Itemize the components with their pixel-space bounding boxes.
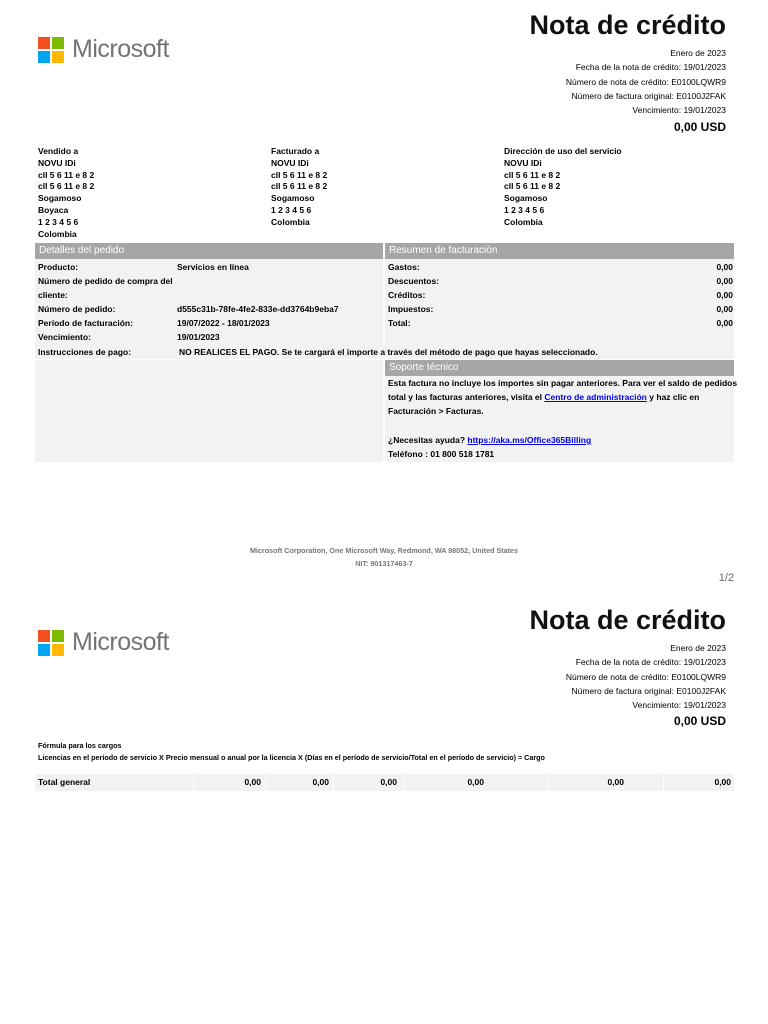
total-amount: 0,00 USD — [673, 714, 726, 728]
brand-name: Microsoft — [72, 35, 169, 63]
due-date: Vencimiento: 19/01/2023 — [632, 105, 726, 116]
support-text-pre: total y las facturas anteriores, visita el — [388, 392, 545, 402]
billing-period-label: Período de facturación: — [38, 318, 133, 328]
product-value: Servicios en línea — [177, 262, 249, 272]
microsoft-logo — [38, 35, 169, 64]
address-line: 1 2 3 4 5 6 — [271, 204, 312, 215]
support-phone: Teléfono : 01 800 518 1781 — [388, 449, 495, 459]
address-line: Sogamoso — [271, 193, 315, 204]
address-line: Colombia — [504, 216, 543, 227]
summary-label: Descuentos: — [388, 276, 440, 286]
sold-to-address — [38, 146, 94, 240]
formula-title: Fórmula para los cargos — [38, 741, 122, 750]
due-value: 19/01/2023 — [177, 332, 220, 342]
summary-value: 0,00 — [716, 304, 733, 314]
credit-note-date: Fecha de la nota de crédito: 19/01/2023 — [575, 657, 726, 668]
support-header: Soporte técnico — [385, 360, 734, 376]
address-line: cll 5 6 11 e 8 2 — [271, 169, 328, 180]
total-amount: 0,00 USD — [673, 120, 726, 134]
address-line: Boyaca — [38, 204, 69, 215]
address-line: Colombia — [271, 216, 310, 227]
service-address-label: Dirección de uso del servicio — [504, 146, 622, 156]
address-line: Colombia — [38, 228, 77, 239]
billing-summary-header: Resumen de facturación — [385, 243, 734, 259]
admin-center-link[interactable]: Centro de administración — [544, 392, 647, 402]
microsoft-logo-icon — [38, 630, 64, 656]
address-line: cll 5 6 11 e 8 2 — [271, 181, 328, 192]
blank-panel — [35, 360, 383, 462]
summary-value: 0,00 — [716, 276, 733, 286]
credit-note-date: Fecha de la nota de crédito: 19/01/2023 — [575, 62, 726, 73]
period: Enero de 2023 — [670, 643, 726, 653]
order-number-label: Número de pedido: — [38, 304, 116, 314]
address-line: NOVU IDi — [38, 157, 76, 168]
formula-block — [38, 740, 545, 764]
totals-row — [35, 774, 734, 791]
summary-label: Créditos: — [388, 290, 426, 300]
product-label: Producto: — [38, 262, 79, 272]
address-line: 1 2 3 4 5 6 — [504, 204, 545, 215]
page-footer — [0, 544, 768, 570]
summary-label: Total: — [388, 318, 411, 328]
total-cell: 0,00 — [467, 777, 484, 787]
payment-instructions-label: Instrucciones de pago: — [38, 347, 132, 357]
due-label: Vencimiento: — [38, 332, 91, 342]
total-cell: 0,00 — [714, 777, 731, 787]
total-cell: 0,00 — [607, 777, 624, 787]
total-cell: 0,00 — [380, 777, 397, 787]
billing-help-link[interactable]: https://aka.ms/Office365Billing — [467, 435, 592, 445]
page-number: 1/2 — [718, 572, 734, 584]
microsoft-logo-icon — [38, 37, 64, 63]
summary-value: 0,00 — [716, 318, 733, 328]
original-invoice-number: Número de factura original: E0100J2FAK — [571, 90, 726, 101]
summary-value: 0,00 — [716, 290, 733, 300]
payment-instructions-value: NO REALICES EL PAGO. Se te cargará el importe a través del método de pago que hayas seleccionado. — [179, 347, 598, 357]
address-line: 1 2 3 4 5 6 — [38, 216, 79, 227]
support-text-2 — [388, 390, 699, 404]
page-title: Nota de crédito — [529, 605, 726, 635]
brand-name: Microsoft — [72, 628, 169, 656]
due-date: Vencimiento: 19/01/2023 — [632, 700, 726, 711]
address-line: cll 5 6 11 e 8 2 — [38, 169, 95, 180]
total-cell: 0,00 — [312, 777, 329, 787]
original-invoice-number: Número de factura original: E0100J2FAK — [571, 685, 726, 696]
support-text: Esta factura no incluye los importes sin pagar anteriores. Para ver el saldo de pedidos — [388, 378, 738, 388]
support-text-3: Facturación > Facturas. — [388, 406, 484, 416]
summary-label: Gastos: — [388, 262, 420, 272]
address-line: NOVU IDi — [271, 157, 309, 168]
service-address — [504, 146, 622, 229]
address-line: cll 5 6 11 e 8 2 — [504, 181, 561, 192]
support-text-post: y haz clic en — [646, 392, 700, 402]
address-line: Sogamoso — [504, 193, 548, 204]
credit-note-number: Número de nota de crédito: E0100LQWR9 — [565, 671, 726, 682]
credit-note-number: Número de nota de crédito: E0100LQWR9 — [565, 76, 726, 87]
formula-text: Licencias en el período de servicio X Precio mensual o anual por la licencia X (Días en el período de servicio/Total en el período de servicio) = Cargo — [38, 753, 545, 762]
help-text: ¿Necesitas ayuda? — [388, 435, 468, 445]
po-label-cont: cliente: — [38, 290, 68, 300]
company-nit: NIT: 901317463-7 — [355, 559, 413, 568]
company-address: Microsoft Corporation, One Microsoft Way, Redmond, WA 98052, United States — [249, 546, 519, 555]
billing-period-value: 19/07/2022 - 18/01/2023 — [177, 318, 270, 328]
header-meta — [566, 46, 726, 117]
address-line: Sogamoso — [38, 193, 82, 204]
help-line — [388, 433, 591, 447]
billing-summary-panel — [385, 259, 734, 345]
page-title: Nota de crédito — [529, 10, 726, 40]
po-label: Número de pedido de compra del — [38, 276, 173, 286]
address-line: cll 5 6 11 e 8 2 — [504, 169, 561, 180]
sold-to-label: Vendido a — [38, 146, 79, 156]
address-line: cll 5 6 11 e 8 2 — [38, 181, 95, 192]
address-line: NOVU IDi — [504, 157, 542, 168]
billed-to-label: Facturado a — [271, 146, 320, 156]
header-meta — [566, 641, 726, 712]
billed-to-address — [271, 146, 327, 229]
microsoft-logo — [38, 628, 169, 657]
summary-label: Impuestos: — [388, 304, 434, 314]
total-general-label: Total general — [38, 777, 91, 787]
total-cell: 0,00 — [244, 777, 261, 787]
summary-value: 0,00 — [716, 262, 733, 272]
order-details-header: Detalles del pedido — [35, 243, 383, 259]
period: Enero de 2023 — [670, 48, 726, 58]
order-number-value: d555c31b-78fe-4fe2-833e-dd3764b9eba7 — [177, 304, 339, 314]
